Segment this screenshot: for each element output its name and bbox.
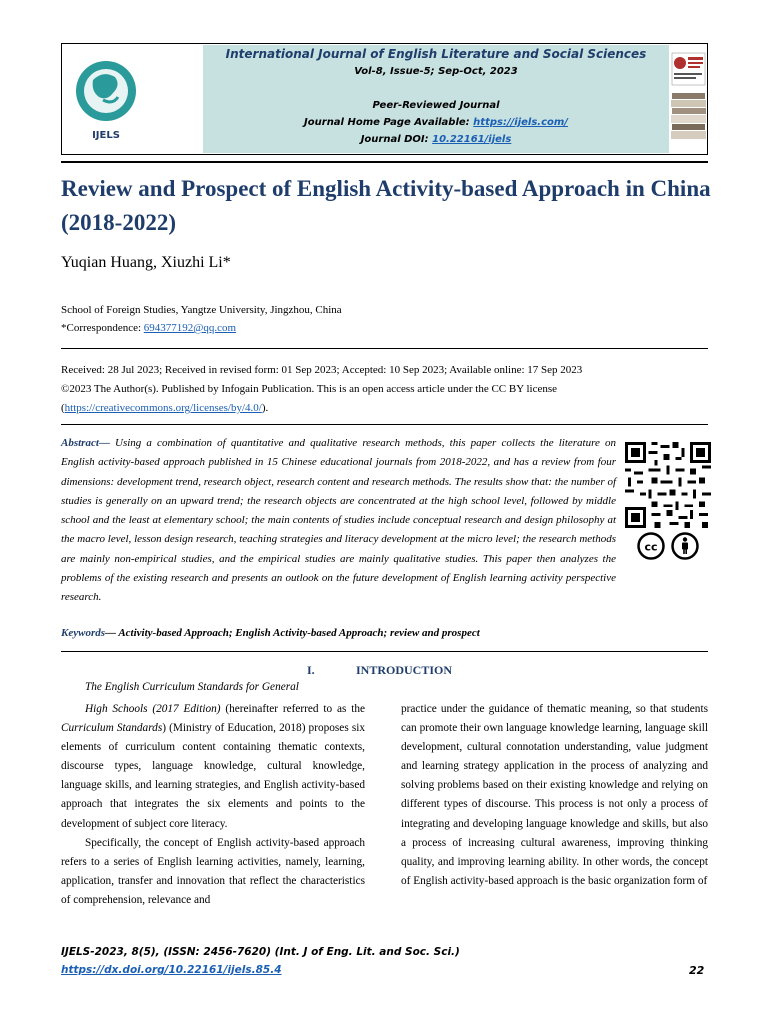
license-line: ©2023 The Author(s). Published by Infogain Publication. This is an open access article under the CC BY license — [61, 383, 558, 395]
cc-by-license-icon[interactable] — [637, 532, 701, 565]
journal-cover-image — [670, 45, 707, 153]
license-url-line — [61, 399, 708, 418]
rule-below-dates — [61, 424, 708, 425]
rule-below-keywords — [61, 651, 708, 652]
footer-doi — [61, 964, 282, 976]
qr-code-image — [625, 442, 711, 528]
peer-reviewed-label: Peer-Reviewed Journal — [372, 100, 500, 111]
abstract-text: Using a combination of quantitative and qualitative research methods, this paper collects the literature on English activity-based approach published in 15 Chinese educational journals from 2018-2022, and has a review from four dimensions: development trend, research object, research content and research methods. The results show that: the number of studies is generally on an upward trend; the research objects are concentrated at the high school level, followed by middle school and the least at elementary school; the main contents of studies include conceptual research and design philosophy at the macro level, lesson design research, teaching strategies and literacy development at the micro level; the research methods are mainly non-empirical studies, and the empirical studies are mainly qualitative studies. This paper then analyzes the problems of the existing research and presents an outlook on the future development of English learning activity perspective research. — [61, 437, 616, 604]
header-band — [203, 45, 669, 153]
abstract — [61, 434, 616, 608]
homepage-line — [203, 117, 669, 128]
body-paragraph-2: Specifically, the concept of English activity-based approach refers to a series of English learning activities, namely, learning, application, transfer and innovation that reflect the characteristics of comprehension, relevance and — [61, 836, 365, 906]
abstract-dash: — — [98, 437, 116, 449]
correspondence — [61, 322, 236, 334]
homepage-link[interactable]: https://ijels.com/ — [473, 117, 568, 128]
body-right-column — [401, 700, 708, 891]
publication-info — [61, 361, 708, 418]
logo-text: IJELS — [92, 130, 120, 141]
paper-title: Review and Prospect of English Activity-based Approach in China (2018-2022) — [61, 176, 711, 235]
svg-text:cc: cc — [644, 540, 658, 554]
curriculum-standards-title-line2: High Schools (2017 Edition) — [85, 703, 221, 715]
license-link[interactable]: https://creativecommons.org/licenses/by/4.0/ — [64, 402, 262, 414]
body-text-span: ) (Ministry of Education, 2018) proposes six elements of curriculum content containing thematic contexts, discourse types, language knowledge, cultural knowledge, language skills, and learning strategies, and English activity-based approach that integrates the six elements and points to the development of subject core literacy. — [61, 722, 366, 830]
rule-above-dates — [61, 348, 708, 349]
body-paragraph-1 — [61, 700, 365, 834]
header-rule — [61, 161, 708, 163]
doi-label: Journal DOI: — [360, 134, 433, 145]
keywords-text: — Activity-based Approach; English Activity-based Approach; review and prospect — [105, 627, 480, 639]
keywords — [61, 627, 621, 639]
affiliation: School of Foreign Studies, Yangtze University, Jingzhou, China — [61, 304, 342, 316]
dates-line: Received: 28 Jul 2023; Received in revised form: 01 Sep 2023; Accepted: 10 Sep 2023; Available online: 17 Sep 2023 — [61, 364, 583, 376]
body-text-span: (hereinafter referred to as the — [220, 703, 365, 715]
footer-citation: IJELS-2023, 8(5), (ISSN: 2456-7620) (Int. J of Eng. Lit. and Soc. Sci.) — [61, 946, 460, 958]
abstract-label: Abstract — [61, 437, 99, 449]
journal-header — [61, 43, 708, 155]
footer-doi-link[interactable]: https://dx.doi.org/10.22161/ijels.85.4 — [61, 964, 282, 976]
ijels-logo — [63, 45, 149, 153]
keywords-label: Keywords — [61, 627, 105, 639]
section-title: INTRODUCTION — [356, 663, 453, 677]
paper-authors: Yuqian Huang, Xiuzhi Li* — [61, 254, 231, 271]
journal-title: International Journal of English Literature and Social Sciences — [225, 47, 647, 61]
correspondence-email[interactable]: 694377192@qq.com — [143, 322, 237, 334]
journal-doi-link[interactable]: 10.22161/ijels — [432, 134, 512, 145]
page-number: 22 — [689, 964, 705, 977]
homepage-label: Journal Home Page Available: — [304, 117, 474, 128]
body-left-column — [61, 700, 365, 910]
curriculum-standards-abbrev: Curriculum Standards — [61, 722, 163, 735]
journal-issue: Vol-8, Issue-5; Sep-Oct, 2023 — [354, 66, 518, 77]
curriculum-standards-title-line1: The English Curriculum Standards for General — [85, 681, 299, 693]
license-open-paren: ( — [61, 402, 65, 414]
license-close-paren: ). — [261, 402, 269, 414]
body-paragraph-3: practice under the guidance of thematic meaning, so that students can promote their own language knowledge learning, language skill development, cultural connotation understanding, value judgment and learning strategy application in the process of analyzing and solving problems based on their existing knowledge and relying on different types of discourse. This process is not only a process of integrating and developing language knowledge and skills, but also a process of increasing cultural awareness, improving thinking quality, and improving learning ability. In other words, the concept of English activity-based approach is the basic organization form of — [401, 703, 708, 887]
section-number: I. — [307, 663, 315, 677]
journal-doi-line — [203, 134, 669, 145]
correspondence-label: *Correspondence: — [61, 322, 144, 334]
